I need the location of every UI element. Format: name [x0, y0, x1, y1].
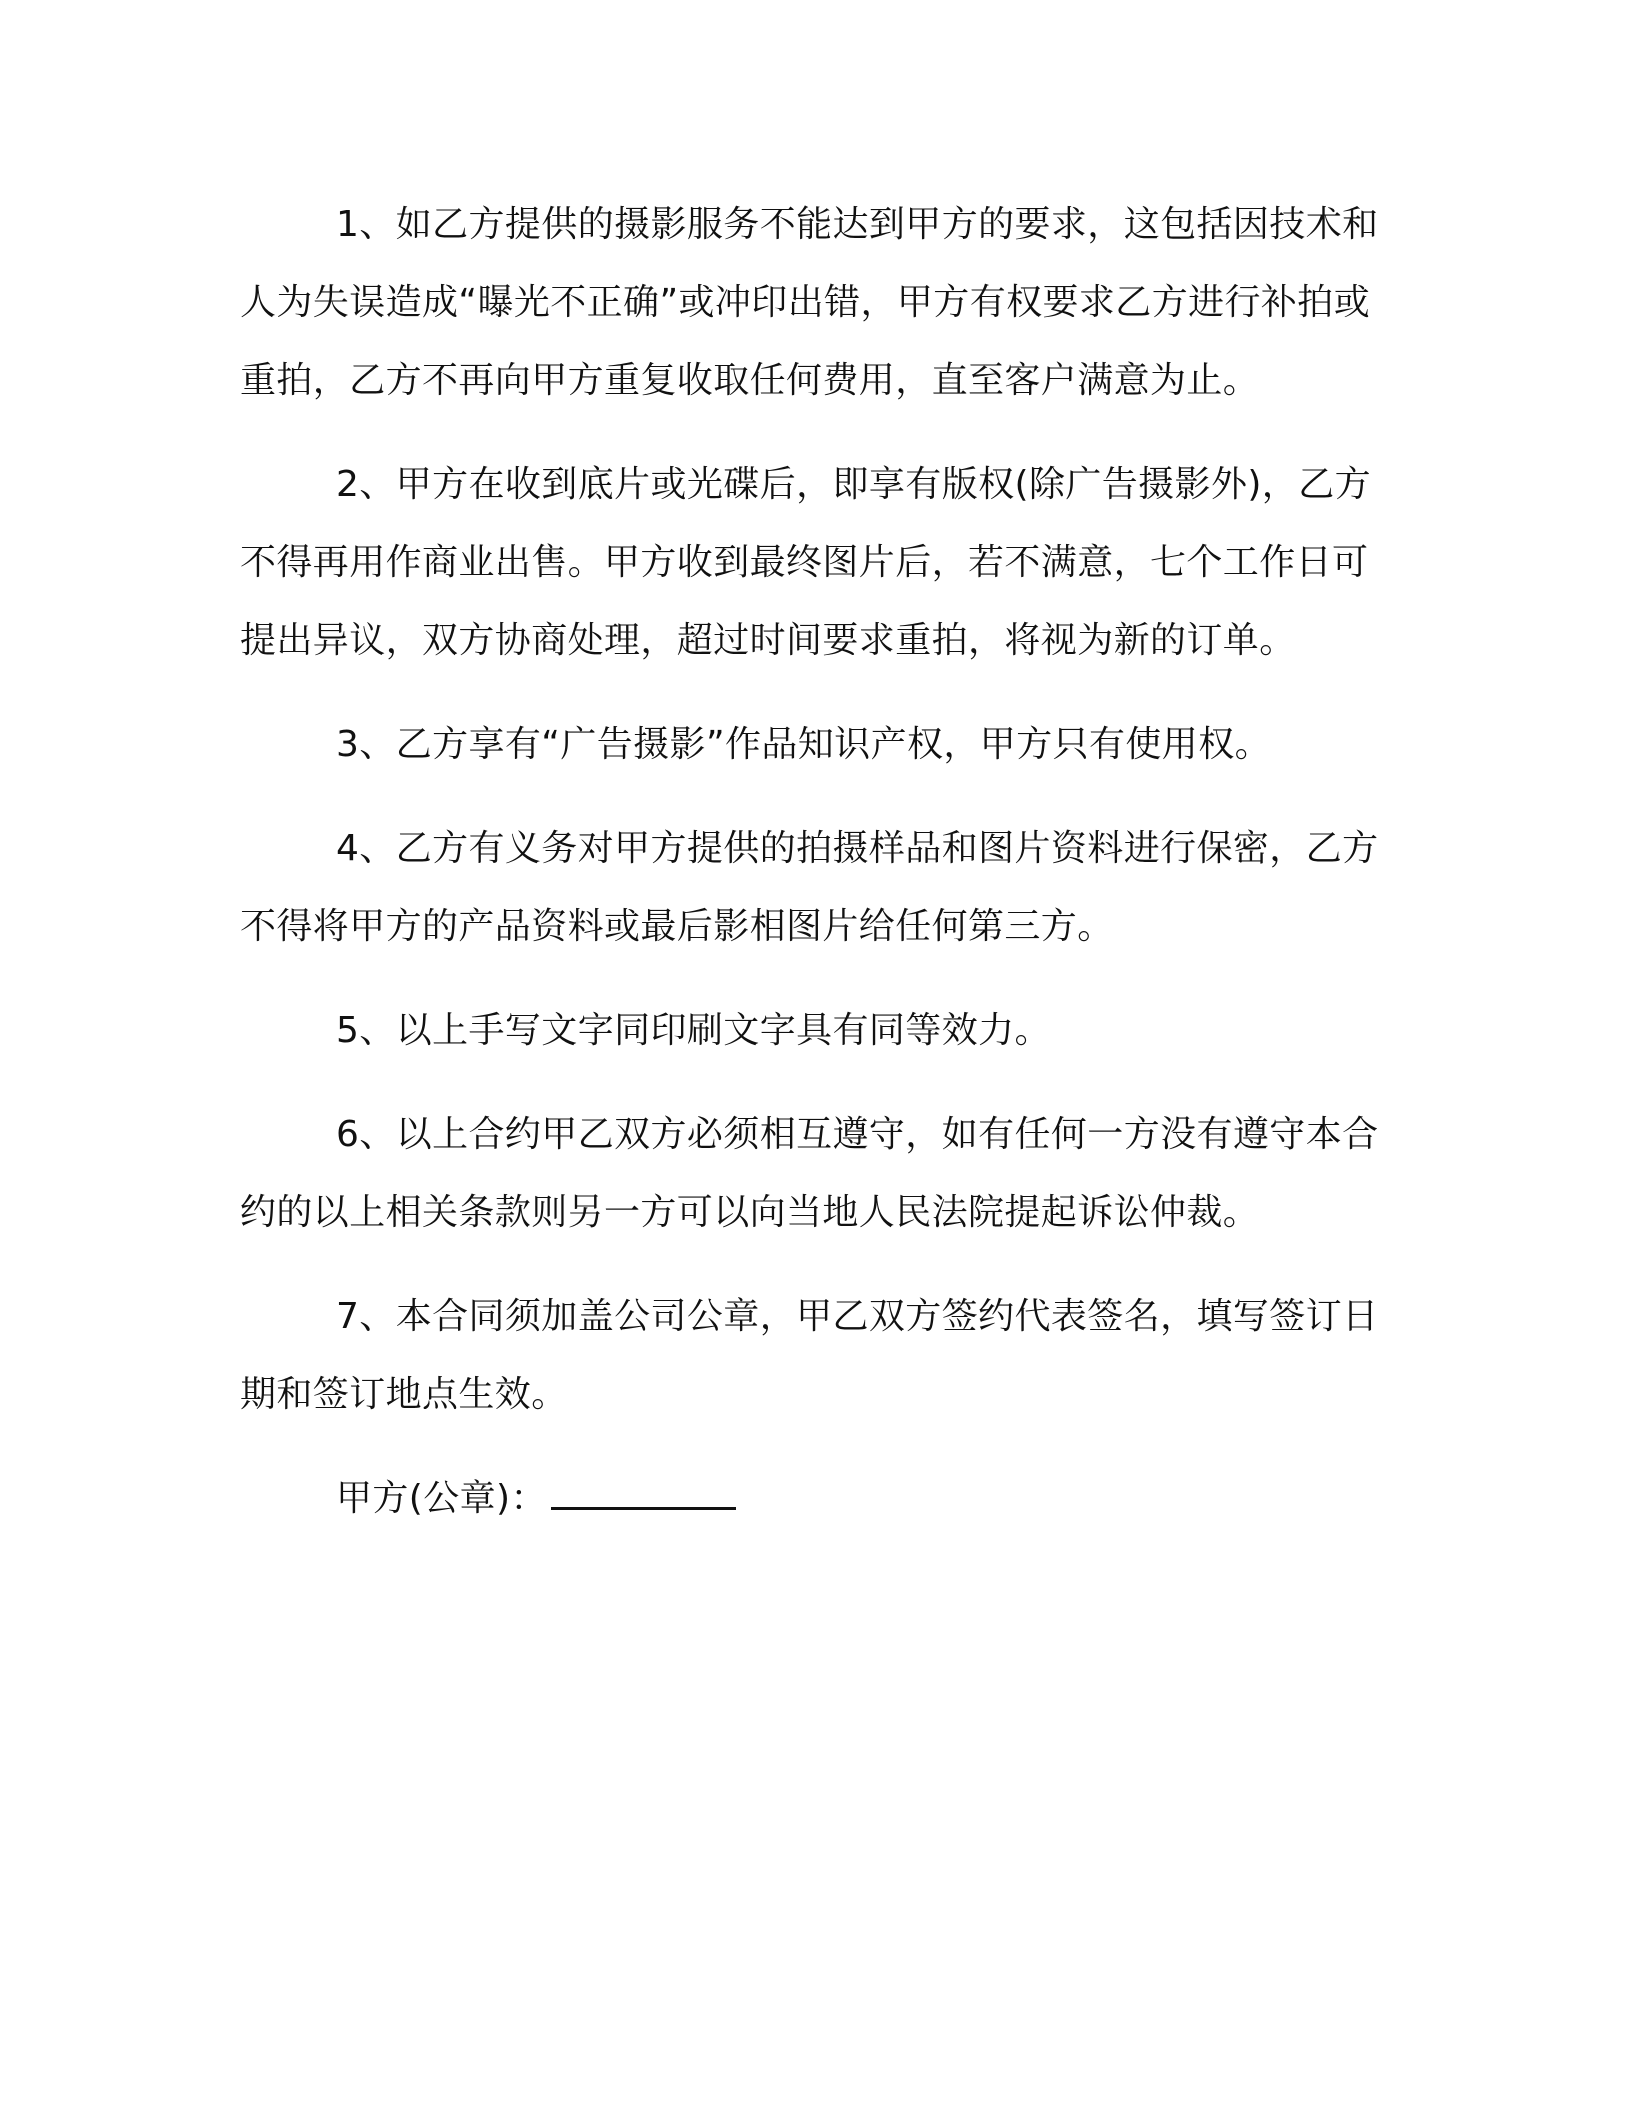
party-a-signature-line — [240, 1460, 1390, 1538]
clause-3: 3、乙方享有“广告摄影”作品知识产权，甲方只有使用权。 — [336, 724, 1272, 765]
party-a-seal-label: 甲方(公章)： — [336, 1478, 547, 1519]
clause-5: 5、以上手写文字同印刷文字具有同等效力。 — [336, 1010, 1051, 1051]
clause-1: 1、如乙方提供的摄影服务不能达到甲方的要求，这包括因技术和人为失误造成“曝光不正确”或冲印出错，甲方有权要求乙方进行补拍或重拍，乙方不再向甲方重复收取任何费用，直至客户满意为止。 — [240, 204, 1379, 401]
clause-4: 4、乙方有义务对甲方提供的拍摄样品和图片资料进行保密，乙方不得将甲方的产品资料或最后影相图片给任何第三方。 — [240, 828, 1379, 947]
contract-body — [240, 186, 1390, 1538]
clause-7: 7、本合同须加盖公司公章，甲乙双方签约代表签名，填写签订日期和签订地点生效。 — [240, 1296, 1379, 1415]
clause-6: 6、以上合约甲乙双方必须相互遵守，如有任何一方没有遵守本合约的以上相关条款则另一方可以向当地人民法院提起诉讼仲裁。 — [240, 1114, 1379, 1233]
clause-2: 2、甲方在收到底片或光碟后，即享有版权(除广告摄影外)，乙方不得再用作商业出售。甲方收到最终图片后，若不满意，七个工作日可提出异议，双方协商处理，超过时间要求重拍，将视为新的订单。 — [240, 464, 1371, 661]
signature-blank — [551, 1467, 736, 1510]
